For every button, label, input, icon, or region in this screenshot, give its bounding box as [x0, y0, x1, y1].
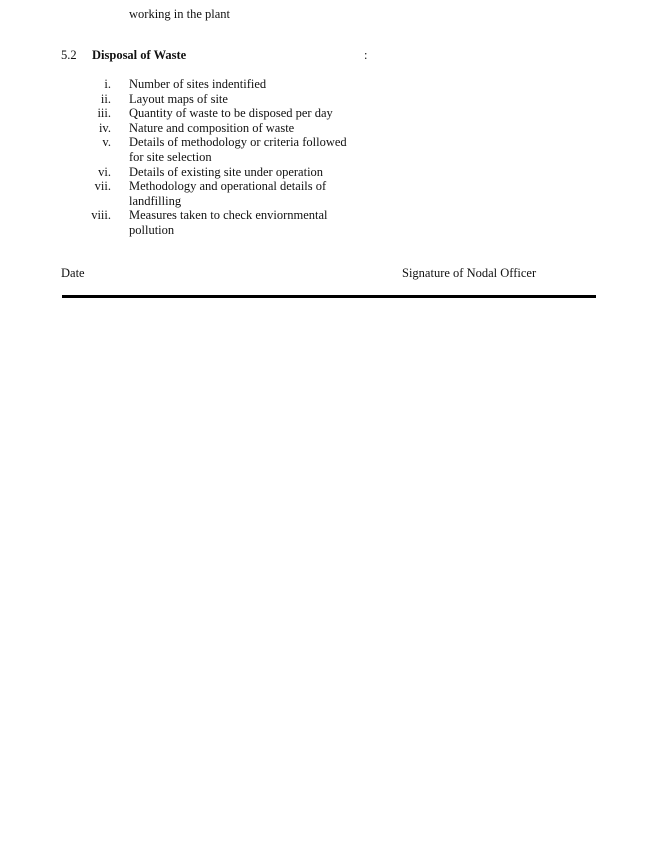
item-number: iv.: [98, 120, 111, 135]
item-text: Details of methodology or criteria followed for site selection: [129, 135, 347, 164]
item-text: Quantity of waste to be disposed per day: [129, 106, 333, 121]
section-colon: :: [364, 48, 368, 62]
list-item: [60, 135, 380, 164]
item-text: Nature and composition of waste: [129, 120, 295, 135]
horizontal-rule: [62, 295, 596, 298]
item-text: Details of existing site under operation: [129, 164, 324, 179]
list-item: [60, 208, 380, 237]
section-title: Disposal of Waste: [92, 48, 187, 62]
section-number: 5.2: [61, 48, 77, 62]
list-item: [60, 92, 380, 107]
item-number: iii.: [97, 106, 111, 121]
continued-item-text: working in the plant: [129, 7, 231, 21]
list-item: [60, 165, 380, 180]
item-number: i.: [104, 77, 111, 91]
item-number: vi.: [98, 164, 111, 179]
item-text: Number of sites indentified: [129, 77, 267, 91]
list-item: [60, 106, 380, 121]
list-item: [60, 179, 380, 208]
list-item: [60, 77, 380, 92]
item-number: viii.: [91, 208, 111, 223]
list-item: [60, 121, 380, 136]
signature-label: Signature of Nodal Officer: [402, 266, 537, 280]
item-number: ii.: [100, 91, 111, 106]
item-number: v.: [102, 135, 111, 150]
date-label: Date: [61, 266, 85, 280]
item-text: Measures taken to check enviornmental pollution: [129, 208, 328, 237]
item-list: [60, 77, 380, 238]
item-text: Layout maps of site: [129, 91, 228, 106]
item-number: vii.: [94, 179, 111, 194]
item-text: Methodology and operational details of landfilling: [129, 179, 327, 208]
